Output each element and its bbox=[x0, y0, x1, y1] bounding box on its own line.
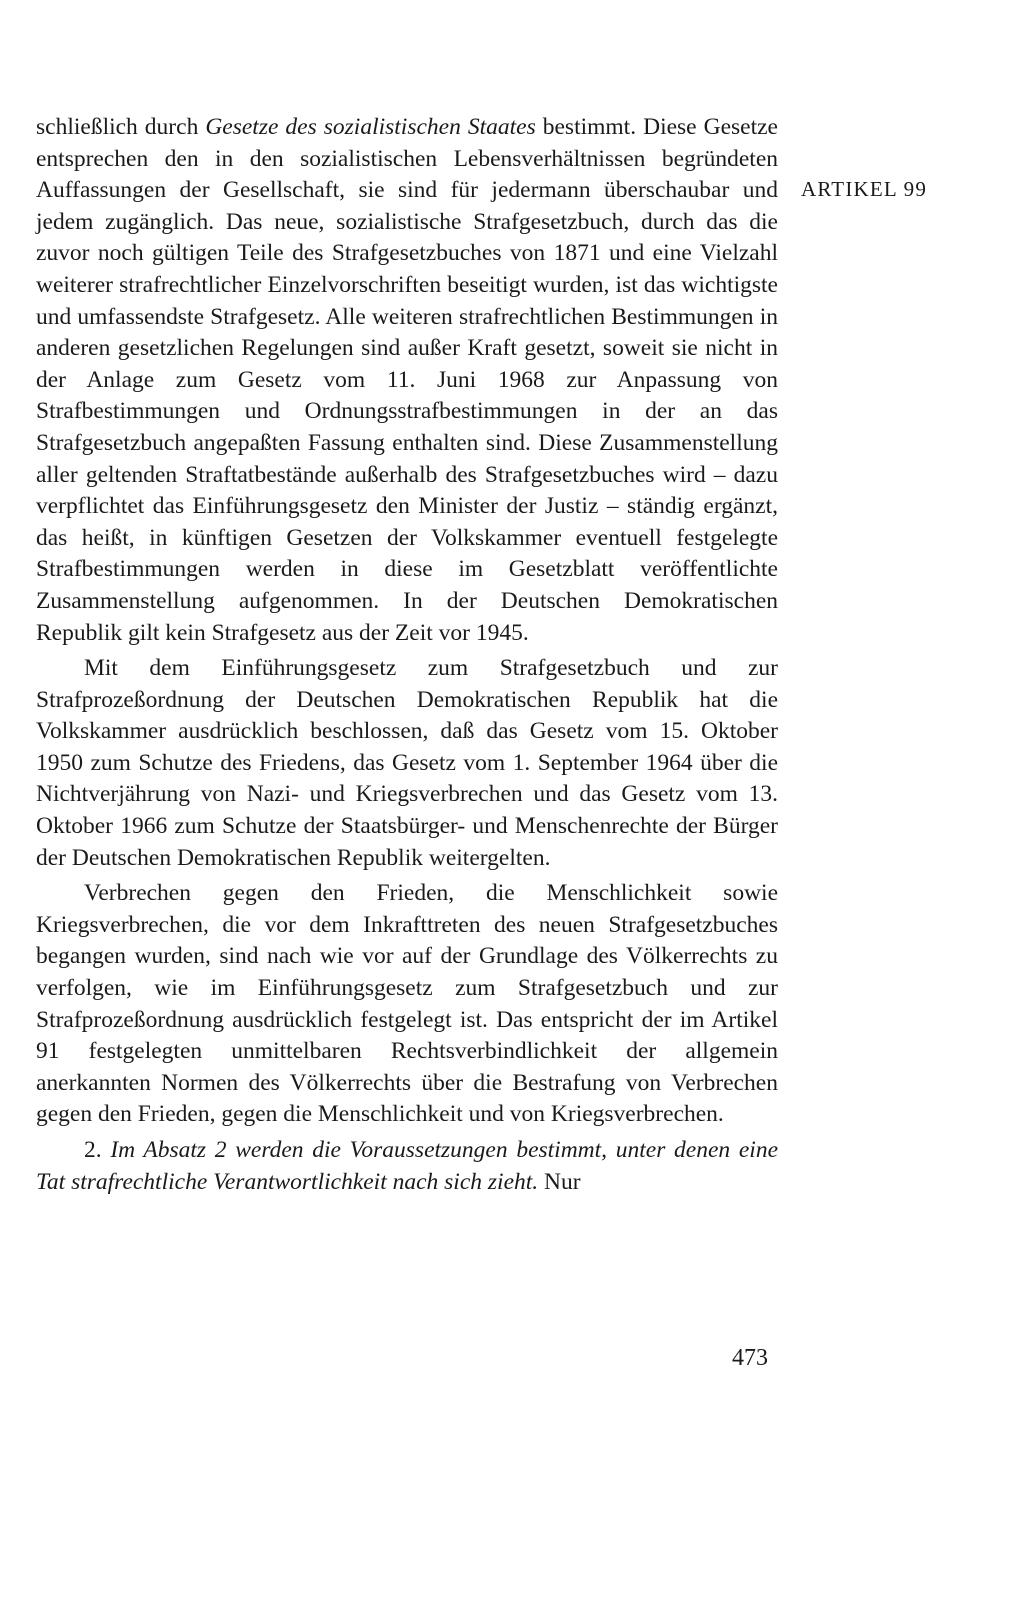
paragraph-1 bbox=[36, 112, 778, 649]
paragraph-4-rest: Nur bbox=[538, 1168, 581, 1195]
paragraph-4 bbox=[36, 1135, 778, 1198]
paragraph-1-start: schließlich durch bbox=[36, 114, 206, 140]
page-number: 473 bbox=[732, 1345, 768, 1371]
margin-article-label: ARTIKEL 99 bbox=[801, 177, 928, 201]
paragraph-1-emphasis: Gesetze des sozialistischen Staates bbox=[205, 114, 536, 140]
paragraph-4-emphasis: Im Absatz 2 werden die Voraussetzungen bestimmt, unter denen eine Tat strafrechtliche Verantwortlichkeit nach sich zieht. bbox=[36, 1137, 778, 1195]
paragraph-2: Mit dem Einführungsgesetz zum Strafgesetzbuch und zur Strafprozeßordnung der Deutschen Demokratischen Republik hat die Volkskammer ausdrücklich beschlossen, daß das Gesetz vom 15. Oktober 1950 zum Schutze des Friedens, das Gesetz vom 1. September 1964 über die Nichtverjährung von Nazi- und Kriegsverbrechen und das Gesetz vom 13. Oktober 1966 zum Schutze der Staatsbürger- und Menschenrechte der Bürger der Deutschen Demokratischen Republik weitergelten. bbox=[36, 655, 778, 871]
body-text bbox=[36, 112, 778, 1202]
paragraph-3: Verbrechen gegen den Frieden, die Menschlichkeit sowie Kriegsverbrechen, die vor dem Inkrafttreten des neuen Strafgesetzbuches begangen wurden, sind nach wie vor auf der Grundlage des Völkerrechts zu verfolgen, wie im Einführungsgesetz zum Strafgesetzbuch und zur Strafprozeßordnung ausdrücklich festgelegt ist. Das entspricht der im Artikel 91 festgelegten unmittelbaren Rechtsverbindlichkeit der allgemein anerkannten Normen des Völkerrechts über die Bestrafung von Verbrechen gegen den Frieden, gegen die Menschlichkeit und von Kriegsverbrechen. bbox=[36, 880, 778, 1128]
paragraph-4-number: 2. bbox=[84, 1137, 111, 1163]
paragraph-1-rest: bestimmt. Diese Gesetze entsprechen den in den sozialistischen Lebensverhältnissen begründeten Auffassungen der Gesellschaft, sie sind für jedermann überschaubar und jedem zugänglich. Das neue, sozialistische Strafgesetzbuch, durch das die zuvor noch gültigen Teile des Strafgesetzbuches von 1871 und eine Vielzahl weiterer strafrechtlicher Einzelvorschriften beseitigt wurden, ist das wichtigste und umfassendste Strafgesetz. Alle weiteren strafrechtlichen Bestimmungen in anderen gesetzlichen Regelungen sind außer Kraft gesetzt, soweit sie nicht in der Anlage zum Gesetz vom 11. Juni 1968 zur Anpassung von Strafbestimmungen und Ordnungsstrafbestimmungen in der an das Strafgesetzbuch angepaßten Fassung enthalten sind. Diese Zusammenstellung aller geltenden Straftatbestände außerhalb des Strafgesetzbuches wird – dazu verpflichtet das Einführungsgesetz den Minister der Justiz – ständig ergänzt, das heißt, in künftigen Gesetzen der Volkskammer eventuell festgelegte Strafbestimmungen werden in diese im Gesetzblatt veröffentlichte Zusammenstellung aufgenommen. In der Deutschen Demokratischen Republik gilt kein Strafgesetz aus der Zeit vor 1945. bbox=[36, 114, 778, 646]
